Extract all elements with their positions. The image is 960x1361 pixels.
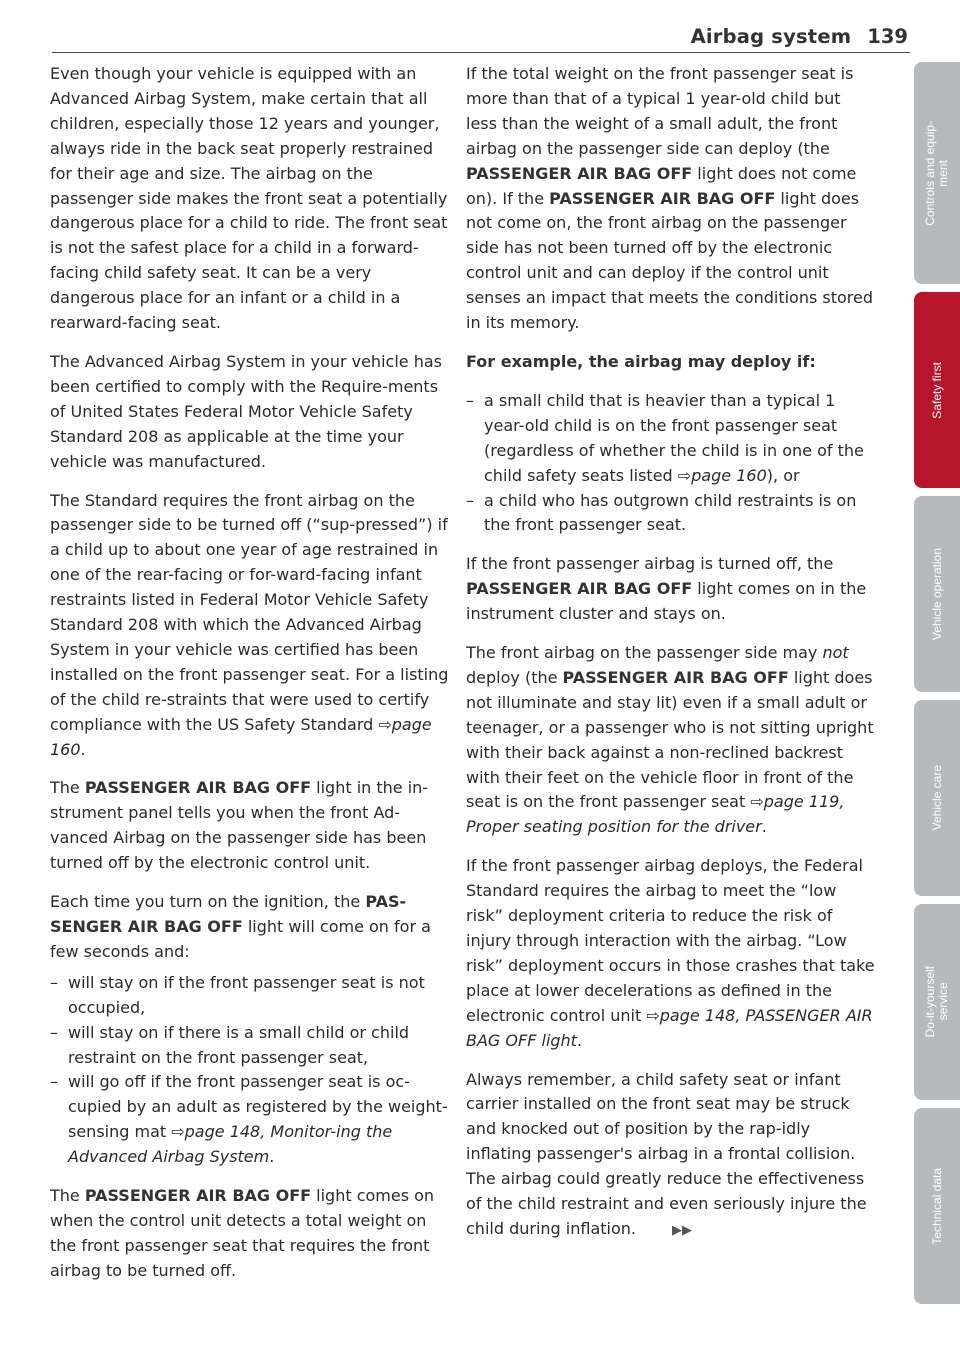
page-number: 139: [867, 25, 908, 48]
cross-reference-arrow-icon: ⇨: [646, 1005, 660, 1025]
list-item: – a small child that is heavier than a typical 1 year-old child is on the front passenger seat (regardless of whether the child is in one of the child safety seats listed ⇨page 160), or: [466, 389, 876, 489]
tab-technical-data[interactable]: [914, 1108, 960, 1304]
paragraph: The PASSENGER AIR BAG OFF light comes on when the control unit detects a total weight on the front passenger seat that requires the front airbag to be turned off.: [50, 1186, 435, 1280]
cross-reference-link[interactable]: page 148, Monitor-ing the Advanced Airbag System: [68, 1122, 393, 1167]
tab-label: Vehicle care: [929, 765, 944, 831]
tab-vehicle-operation[interactable]: [914, 496, 960, 692]
cross-reference-arrow-icon: ⇨: [750, 792, 764, 812]
paragraph: The Standard requires the front airbag on the passenger side to be turned off (“sup-pressed”) if a child up to about one year of age restrained in one of the rear-facing or for-ward-facing infant restraints listed in Federal Motor Vehicle Safety Standard 208 with which the Advanced Airbag System in your vehicle was certified has been installed on the front passenger seat. For a listing of the child re-straints that were used to certify compliance with the US Safety Standard ⇨page 160.: [50, 490, 449, 759]
paragraph: Always remember, a child safety seat or infant carrier installed on the front seat may be struck and knocked out of position by the rap-idly inflating passenger's airbag in a frontal collision. The airbag could greatly reduce the effectiveness of the child restraint and even seriously injure the child during inflation. ▶▶: [466, 1068, 876, 1244]
indicator-name: PASSENGER AIR BAG OFF: [549, 188, 776, 208]
tab-label: Vehicle operation: [929, 547, 944, 641]
cross-reference-arrow-icon: ⇨: [378, 714, 392, 734]
tab-label: Controls and equip- ment: [923, 120, 950, 226]
cross-reference-arrow-icon: ⇨: [677, 465, 692, 485]
paragraph: If the front passenger airbag is turned off, the PASSENGER AIR BAG OFF light comes on in the instrument cluster and stays on.: [466, 554, 867, 624]
indicator-name: PASSENGER AIR BAG OFF: [84, 778, 312, 798]
paragraph: If the total weight on the front passenger seat is more than that of a typical 1 year-old child but less than the weight of a small adult, the front airbag on the passenger side can deploy (the PASSENGER AIR BAG OFF light does not come on). If the PASSENGER AIR BAG OFF light does not come on, the front airbag on the passenger side has not been turned off by the electronic control unit and can deploy if the control unit senses an impact that meets the conditions stored in its memory.: [466, 64, 874, 333]
emphasis: not: [822, 643, 849, 663]
left-column: [50, 62, 450, 1298]
tab-vehicle-care[interactable]: [914, 700, 960, 896]
paragraph: Even though your vehicle is equipped with an Advanced Airbag System, make certain that all children, especially those 12 years and younger, always ride in the back seat properly restrained for their age and size. The airbag on the passenger side makes the front seat a potentially dangerous place for a child to ride. The front seat is not the safest place for a child in a forward-facing child safety seat. It can be a very dangerous place for an infant or a child in a rearward-facing seat.: [50, 64, 448, 333]
paragraph: The PASSENGER AIR BAG OFF light in the in-strument panel tells you when the front Ad-vanced Airbag on the passenger side has been turned off by the electronic control unit.: [50, 778, 429, 873]
cross-reference-arrow-icon: ⇨: [171, 1122, 185, 1142]
bullet-list: [50, 971, 450, 1170]
section-title: Airbag system: [690, 25, 852, 48]
page-header: [691, 14, 908, 48]
indicator-name: PASSENGER AIR BAG OFF: [466, 163, 693, 183]
header-divider: [52, 52, 910, 53]
list-item: – will stay on if there is a small child or child restraint on the front passenger seat,: [50, 1021, 450, 1071]
example-heading: For example, the airbag may deploy if:: [466, 351, 816, 371]
continue-arrow-icon: ▶▶: [671, 1222, 692, 1238]
tab-label: Safety first: [929, 361, 944, 419]
indicator-name: PAS-SENGER AIR BAG OFF: [50, 892, 407, 936]
list-item: – will go off if the front passenger seat is oc-cupied by an adult as registered by the weight-sensing mat ⇨page 148, Monitor-ing the Advanced Airbag System.: [50, 1070, 450, 1170]
cross-reference-link[interactable]: page 160: [50, 714, 432, 759]
paragraph: If the front passenger airbag deploys, the Federal Standard requires the airbag to meet the “low risk” deployment criteria to reduce the risk of injury through interaction with the airbag. “Low risk” deployment occurs in those crashes that take place at lower decelerations as defined in the electronic control unit ⇨page 148, PASSENGER AIR BAG OFF light.: [466, 856, 875, 1050]
list-item: – a child who has outgrown child restraints is on the front passenger seat.: [466, 489, 876, 539]
chapter-tabs: [914, 0, 960, 1361]
tab-safety-first[interactable]: [914, 292, 960, 488]
bullet-list: [466, 389, 876, 538]
tab-do-it-yourself-service[interactable]: [914, 904, 960, 1100]
tab-controls-and-equipment[interactable]: [914, 62, 960, 284]
cross-reference-link[interactable]: page 119, Proper seating position for the driver: [466, 792, 845, 837]
indicator-name: PASSENGER AIR BAG OFF: [84, 1186, 312, 1206]
indicator-name: PASSENGER AIR BAG OFF: [466, 579, 693, 599]
paragraph: The Advanced Airbag System in your vehicle has been certified to comply with the Require-ments of United States Federal Motor Vehicle Safety Standard 208 as applicable at the time your vehicle was manufactured.: [50, 351, 442, 471]
indicator-name: PASSENGER AIR BAG OFF: [562, 667, 789, 687]
paragraph: The front airbag on the passenger side may not deploy (the PASSENGER AIR BAG OFF light does not illuminate and stay lit) even if a small adult or teenager, or a passenger who is not sitting upright with their back against a non-reclined backrest with their feet on the vehicle floor in front of the seat is on the front passenger seat ⇨page 119, Proper seating position for the driver.: [466, 643, 874, 837]
list-item: – will stay on if the front passenger seat is not occupied,: [50, 971, 450, 1021]
tab-label: Do-it-yourself service: [923, 966, 950, 1038]
cross-reference-link[interactable]: page 160: [691, 465, 767, 485]
cross-reference-link[interactable]: page 148, PASSENGER AIR BAG OFF light: [466, 1005, 873, 1050]
tab-label: Technical data: [929, 1167, 944, 1245]
right-column: [466, 62, 876, 1258]
paragraph: Each time you turn on the ignition, the PAS-SENGER AIR BAG OFF light will come on for a few seconds and:: [50, 892, 431, 961]
